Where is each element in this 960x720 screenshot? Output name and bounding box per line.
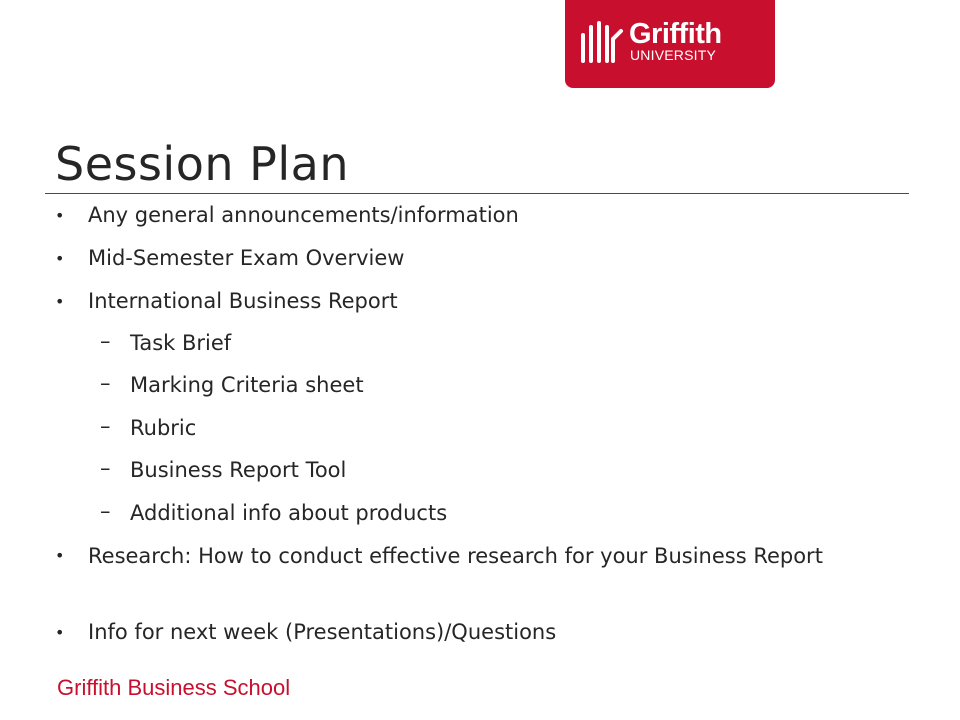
dash-marker: –	[100, 499, 111, 523]
sub-bullet-text: Marking Criteria sheet	[130, 373, 364, 397]
bullet-marker: •	[55, 623, 65, 642]
bullet-marker: •	[55, 546, 65, 565]
slide-title: Session Plan	[55, 137, 349, 191]
bullet-text: Info for next week (Presentations)/Questions	[88, 620, 557, 644]
dash-marker: –	[100, 329, 111, 353]
footer-school-name: Griffith Business School	[57, 675, 291, 700]
bullet-marker: •	[55, 206, 65, 225]
dash-marker: –	[100, 414, 111, 438]
sub-bullet-text: Additional info about products	[130, 501, 448, 525]
bullet-text: Research: How to conduct effective research for your Business Report	[88, 544, 823, 568]
bullet-marker: •	[55, 249, 65, 268]
dash-marker: –	[100, 371, 111, 395]
bullet-text: Mid-Semester Exam Overview	[88, 246, 405, 270]
bullet-text: International Business Report	[88, 289, 398, 313]
griffith-university-logo	[565, 0, 775, 88]
bullet-marker: •	[55, 292, 65, 311]
sub-bullet-text: Rubric	[130, 416, 197, 440]
griffith-logo-icon	[579, 21, 625, 65]
title-divider	[45, 193, 909, 194]
sub-bullet-text: Business Report Tool	[130, 458, 347, 482]
sub-bullet-text: Task Brief	[130, 331, 232, 355]
bullet-text: Any general announcements/information	[88, 203, 519, 227]
logo-subtitle: UNIVERSITY	[630, 47, 717, 63]
logo-wordmark: Griffith	[629, 18, 722, 50]
dash-marker: –	[100, 456, 111, 480]
